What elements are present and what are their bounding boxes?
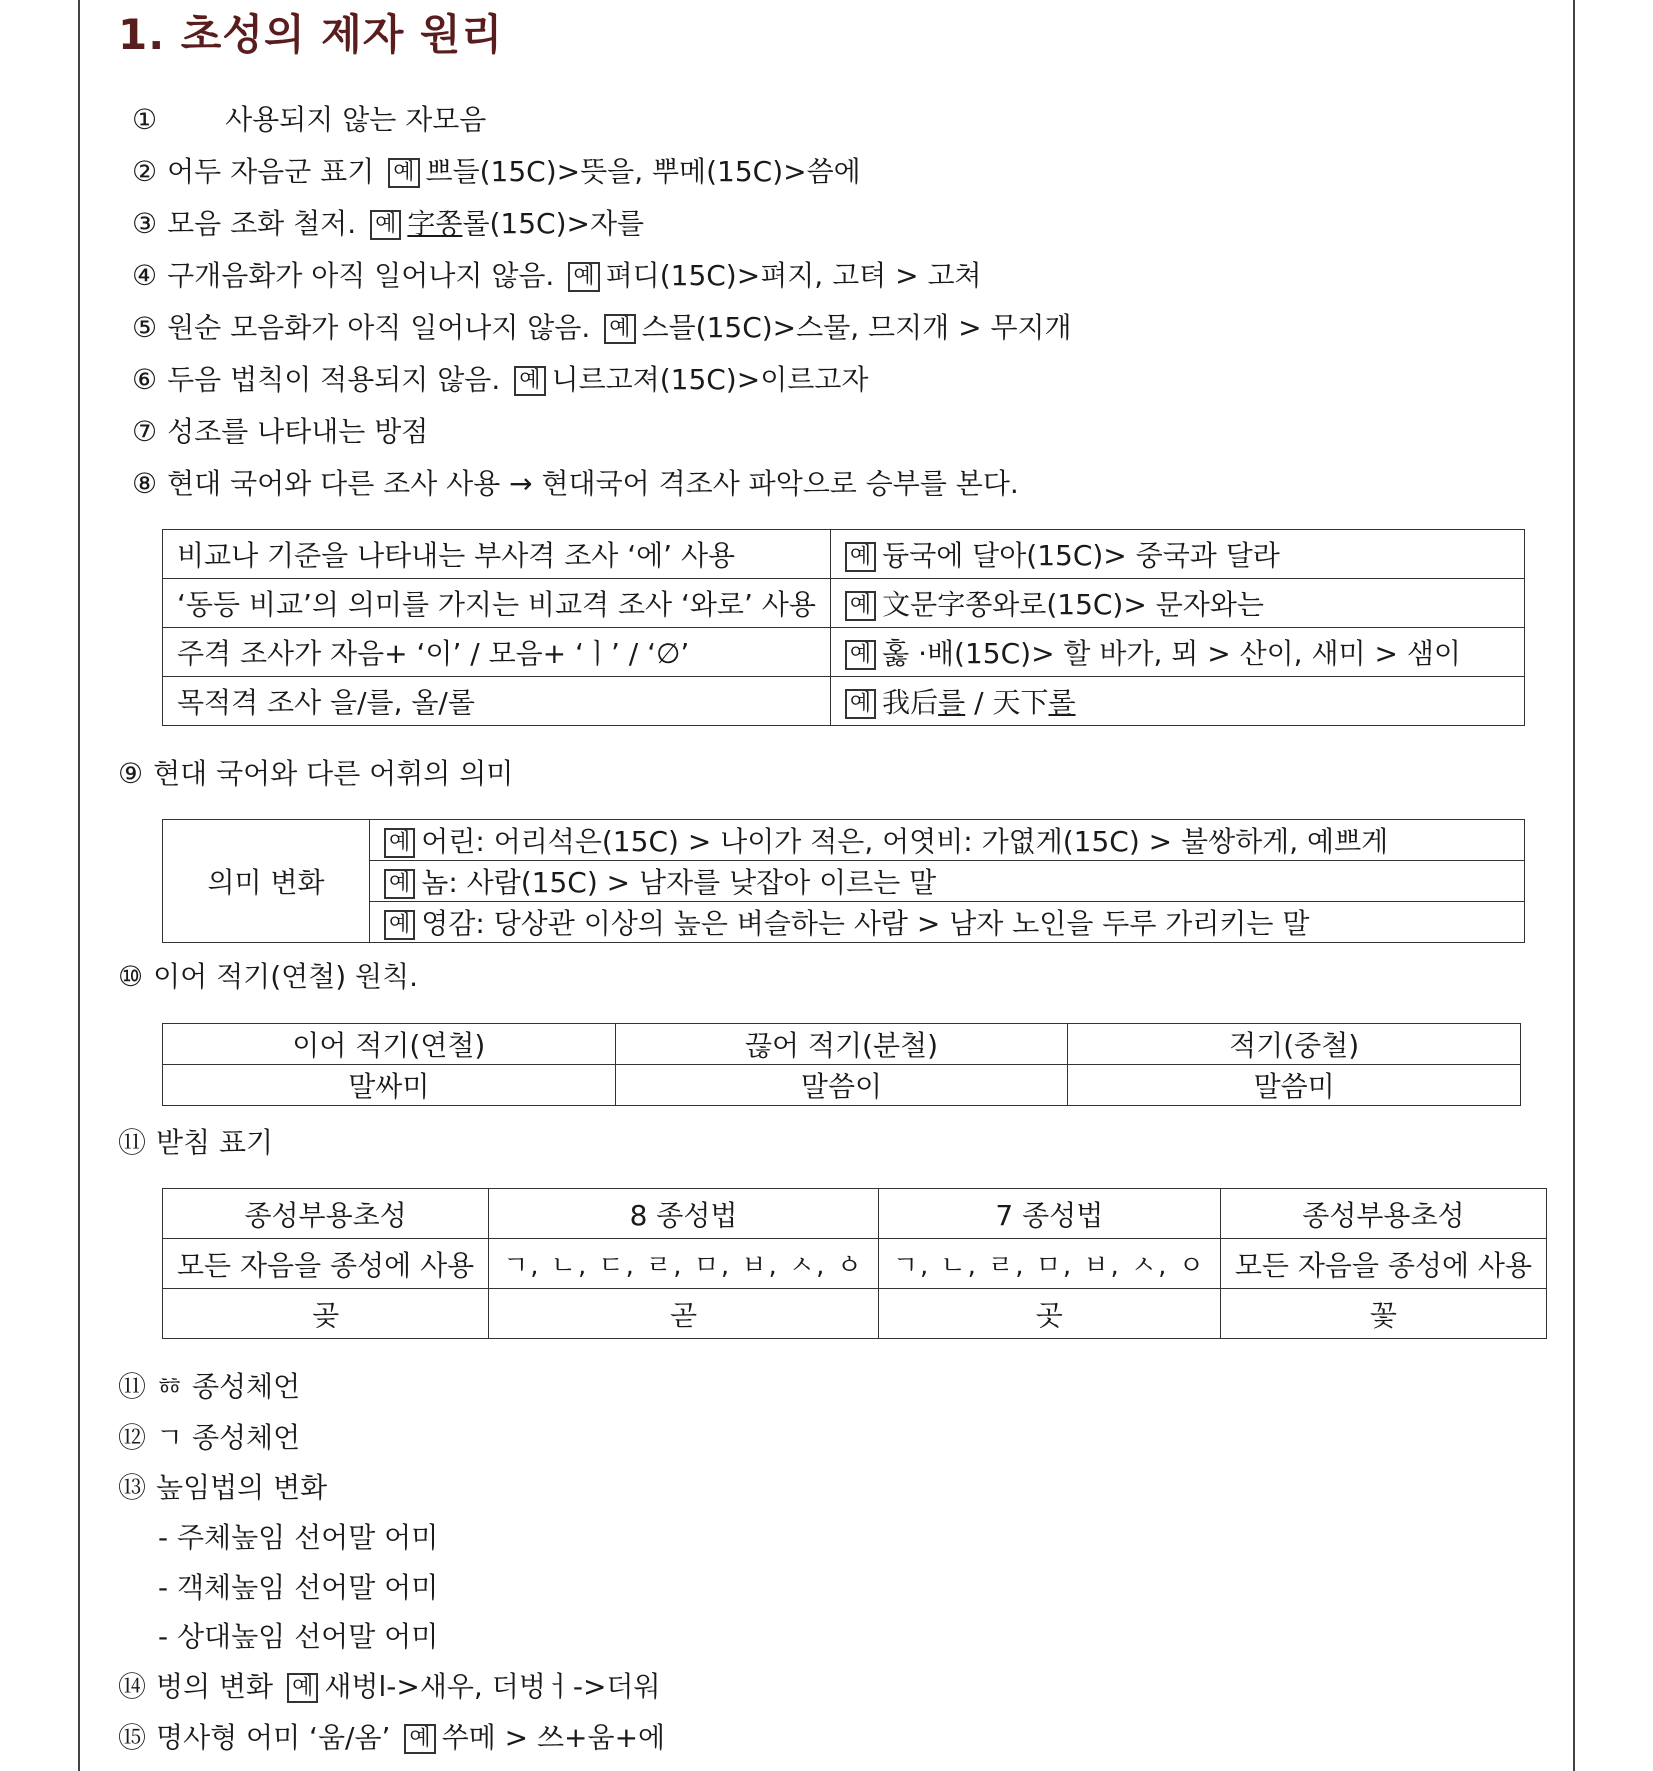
example-mark: 예	[604, 314, 635, 344]
page-right-border	[1573, 0, 1575, 1771]
example-mark: 예	[845, 542, 876, 572]
table-row	[163, 677, 1525, 726]
table-row	[163, 1189, 1547, 1239]
table-cell: 곧	[489, 1289, 879, 1339]
table-cell: ㄱ, ㄴ, ㄷ, ㄹ, ㅁ, ㅂ, ㅅ, ㆁ	[489, 1239, 879, 1289]
table-cell: 의미 변화	[163, 820, 370, 943]
table-cell: 곳	[878, 1289, 1220, 1339]
example-mark: 예	[388, 158, 419, 188]
table-row	[163, 530, 1525, 579]
meaning-change-table	[162, 819, 1525, 943]
list-item: ⑥ 두음 법칙이 적용되지 않음. 예 니르고져(15C)>이르고자	[132, 363, 869, 396]
final-consonant-table	[162, 1188, 1547, 1339]
table-header: 적기(중철)	[1068, 1024, 1521, 1065]
table-row	[163, 1239, 1547, 1289]
page-title: 1. 초성의 제자 원리	[118, 10, 504, 59]
sub-list-item: - 객체높임 선어말 어미	[158, 1571, 439, 1604]
sub-list-item: - 주체높임 선어말 어미	[158, 1521, 439, 1554]
list-item: ⑨ 현대 국어와 다른 어휘의 의미	[118, 757, 514, 790]
table-cell: 목적격 조사 을/를, 올/롤	[163, 677, 831, 726]
list-item: ② 어두 자음군 표기 예 쁘들(15C)>뜻을, 뿌메(15C)>씀에	[132, 155, 861, 188]
table-cell: 모든 자음을 종성에 사용	[163, 1239, 489, 1289]
table-row	[163, 820, 1525, 861]
example-mark: 예	[845, 591, 876, 621]
table-cell: 곶	[163, 1289, 489, 1339]
table-header: 종성부용초성	[1220, 1189, 1546, 1239]
sub-list-item: - 상대높임 선어말 어미	[158, 1620, 439, 1653]
table-cell: 예 놈: 사람(15C) > 남자를 낮잡아 이르는 말	[370, 861, 1525, 902]
table-cell: 예 듕국에 달아(15C)> 중국과 달라	[830, 530, 1524, 579]
spelling-table	[162, 1023, 1521, 1106]
table-row	[163, 1024, 1521, 1065]
table-cell: 말싸미	[163, 1065, 616, 1106]
table-cell: 예 어린: 어리석은(15C) > 나이가 적은, 어엿비: 가엾게(15C) > 불쌍하게, 예쁘게	[370, 820, 1525, 861]
table-cell: 꽃	[1220, 1289, 1546, 1339]
table-header: 종성부용초성	[163, 1189, 489, 1239]
table-header: 끊어 적기(분철)	[615, 1024, 1068, 1065]
list-item: ⑩ 이어 적기(연철) 원칙.	[118, 960, 419, 993]
table-row	[163, 1065, 1521, 1106]
list-item: ⑧ 현대 국어와 다른 조사 사용 → 현대국어 격조사 파악으로 승부를 본다.	[132, 467, 1019, 500]
list-item: ⑤ 원순 모음화가 아직 일어나지 않음. 예 스믈(15C)>스물, 므지개 > 무지개	[132, 311, 1072, 344]
example-mark: 예	[404, 1724, 435, 1754]
list-item: ④ 구개음화가 아직 일어나지 않음. 예 펴디(15C)>펴지, 고텨 > 고쳐	[132, 259, 982, 292]
list-item: ⑪ ㆅ 종성체언	[118, 1370, 301, 1403]
table-cell: ‘동등 비교’의 의미를 가지는 비교격 조사 ‘와로’ 사용	[163, 579, 831, 628]
table-cell: 말씀미	[1068, 1065, 1521, 1106]
table-cell: 비교나 기준을 나타내는 부사격 조사 ‘에’ 사용	[163, 530, 831, 579]
table-cell: 예 영감: 당상관 이상의 높은 벼슬하는 사람 > 남자 노인을 두루 가리키는 말	[370, 902, 1525, 943]
list-item: ⑮ 명사형 어미 ‘움/옴’ 예 쑤메 > 쓰+움+에	[118, 1721, 666, 1754]
list-item: ① 사용되지 않는 자모음	[132, 103, 487, 136]
example-mark: 예	[287, 1673, 318, 1703]
table-cell: 말씀이	[615, 1065, 1068, 1106]
example-mark: 예	[384, 828, 415, 858]
table-header: 8 종성법	[489, 1189, 879, 1239]
example-mark: 예	[370, 210, 401, 240]
list-item: ⑬ 높임법의 변화	[118, 1471, 328, 1504]
example-mark: 예	[845, 640, 876, 670]
table-cell: ㄱ, ㄴ, ㄹ, ㅁ, ㅂ, ㅅ, ㅇ	[878, 1239, 1220, 1289]
page-left-border	[78, 0, 80, 1771]
table-row	[163, 579, 1525, 628]
table-header: 7 종성법	[878, 1189, 1220, 1239]
example-mark: 예	[568, 262, 599, 292]
example-mark: 예	[845, 689, 876, 719]
table-cell: 주격 조사가 자음+ ‘이’ / 모음+ ‘ㅣ’ / ‘∅’	[163, 628, 831, 677]
list-item: ⑦ 성조를 나타내는 방점	[132, 415, 429, 448]
table-row	[163, 628, 1525, 677]
table-cell: 예 我后를 / 天下롤	[830, 677, 1524, 726]
list-item: ③ 모음 조화 철저. 예 字쫑롤(15C)>자를	[132, 207, 645, 240]
table-header: 이어 적기(연철)	[163, 1024, 616, 1065]
list-item: ⑫ ㄱ 종성체언	[118, 1421, 301, 1454]
table-row	[163, 1289, 1547, 1339]
example-mark: 예	[514, 366, 545, 396]
table-cell: 예 文문字쫑와로(15C)> 문자와는	[830, 579, 1524, 628]
list-item: ⑪ 받침 표기	[118, 1126, 274, 1159]
table-cell: 예 홇 ·배(15C)> 할 바가, 뫼 > 산이, 새미 > 샘이	[830, 628, 1524, 677]
particle-table	[162, 529, 1525, 726]
list-item: ⑭ 벙의 변화 예 새벙l->새우, 더벙ㅓ->더워	[118, 1670, 661, 1703]
example-mark: 예	[384, 869, 415, 899]
table-cell: 모든 자음을 종성에 사용	[1220, 1239, 1546, 1289]
example-mark: 예	[384, 910, 415, 940]
